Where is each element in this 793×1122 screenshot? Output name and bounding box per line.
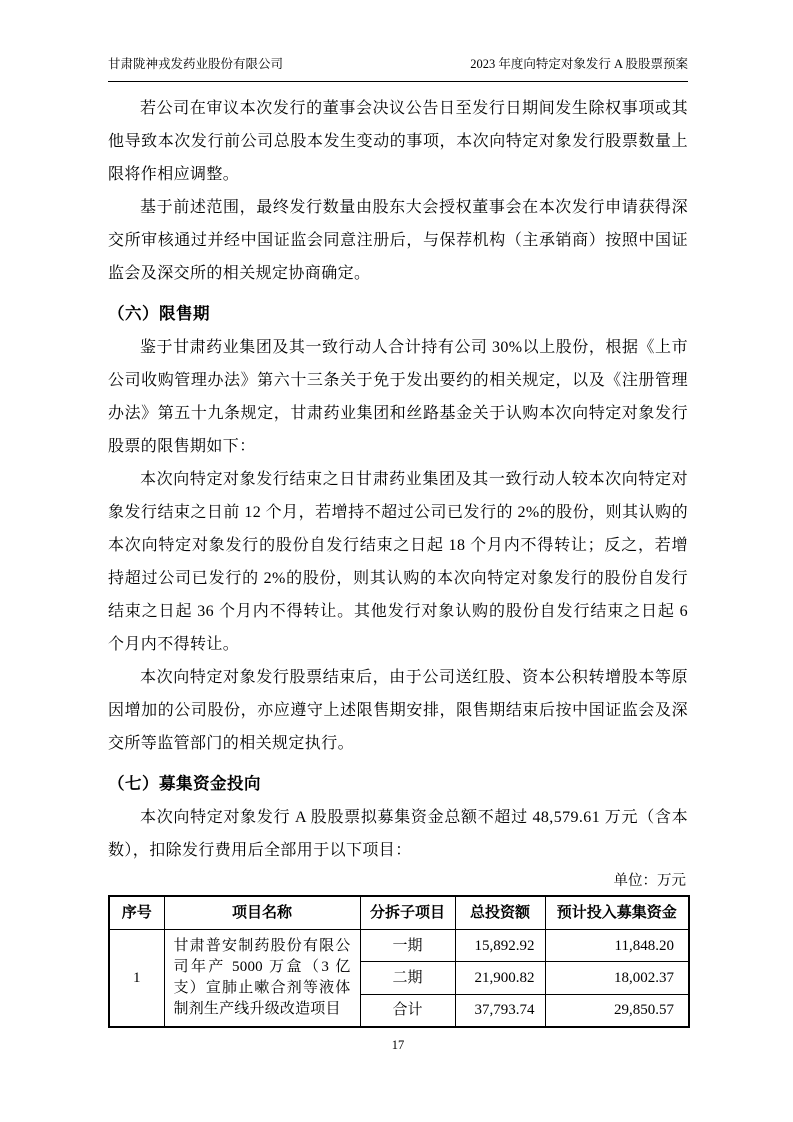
paragraph-adjustment: 若公司在审议本次发行的董事会决议公告日至发行日期间发生除权事项或其他导致本次发行前公司总股本发生变动的事项，本次向特定对象发行股票数量上限将作相应调整。 [108,100,688,183]
column-header-raised-funds: 预计投入募集资金 [545,896,689,930]
paragraph-final-quantity: 基于前述范围，最终发行数量由股东大会授权董事会在本次发行申请获得深交所审核通过并经中国证监会同意注册后，与保荐机构（主承销商）按照中国证监会及深交所的相关规定协商确定。 [108,199,688,282]
paragraph-lockup-basis: 鉴于甘肃药业集团及其一致行动人合计持有公司 30%以上股份，根据《上市公司收购管理办法》第六十三条关于免于发出要约的相关规定，以及《注册管理办法》第五十九条规定，甘肃药业集团和丝路基金关于认购本次向特定对象发行股票的限售期如下： [108,339,688,455]
cell-raised-phase2: 18,002.37 [545,962,689,994]
cell-project-index: 1 [109,930,164,1028]
cell-total-phase1: 15,892.92 [455,930,545,962]
header-document-title: 2023 年度向特定对象发行 A 股股票预案 [470,57,688,71]
page-number: 17 [391,1038,405,1052]
paragraph-lockup-terms: 本次向特定对象发行结束之日甘肃药业集团及其一致行动人较本次向特定对象发行结束之日前 12 个月，若增持不超过公司已发行的 2%的股份，则其认购的本次向特定对象发行的股份自发行结束之日起 18 个月内不得转让；反之，若增持超过公司已发行的 2%的股份，则其认购的本次向特定对象发行的股份自发行结束之日起 36 个月内不得转让。其他发行对象认购的股份自发行结束之日起 6 个月内不得转让。 [108,471,688,653]
page-header [108,54,688,82]
section-heading-proceeds-use: （七）募集资金投向 [108,775,261,793]
table-unit-note: 单位：万元 [613,873,686,889]
cell-subproject-phase1: 一期 [360,930,455,962]
cell-raised-subtotal: 29,850.57 [545,994,689,1027]
cell-project-name: 甘肃普安制药股份有限公司年产 5000 万盒（3 亿支）宣肺止嗽合剂等液体制剂生产线升级改造项目 [164,930,360,1028]
paragraph-lockup-extra: 本次向特定对象发行股票结束后，由于公司送红股、资本公积转增股本等原因增加的公司股份，亦应遵守上述限售期安排，限售期结束后按中国证监会及深交所等监管部门的相关规定执行。 [108,669,688,752]
cell-raised-phase1: 11,848.20 [545,930,689,962]
column-header-total-investment: 总投资额 [455,896,545,930]
column-header-sub-project: 分拆子项目 [360,896,455,930]
cell-subproject-subtotal: 合计 [360,994,455,1027]
column-header-index: 序号 [109,896,164,930]
cell-total-phase2: 21,900.82 [455,962,545,994]
table-row-phase1 [109,930,689,962]
fund-projects-table [108,895,690,1028]
column-header-project-name: 项目名称 [164,896,360,930]
section-heading-lockup-period: （六）限售期 [108,305,210,323]
document-body [108,92,688,1053]
table-header-row [109,896,689,930]
header-company-name: 甘肃陇神戎发药业股份有限公司 [108,57,284,71]
cell-subproject-phase2: 二期 [360,962,455,994]
paragraph-proceeds: 本次向特定对象发行 A 股股票拟募集资金总额不超过 48,579.61 万元（含本数），扣除发行费用后全部用于以下项目： [108,809,688,859]
cell-total-subtotal: 37,793.74 [455,994,545,1027]
